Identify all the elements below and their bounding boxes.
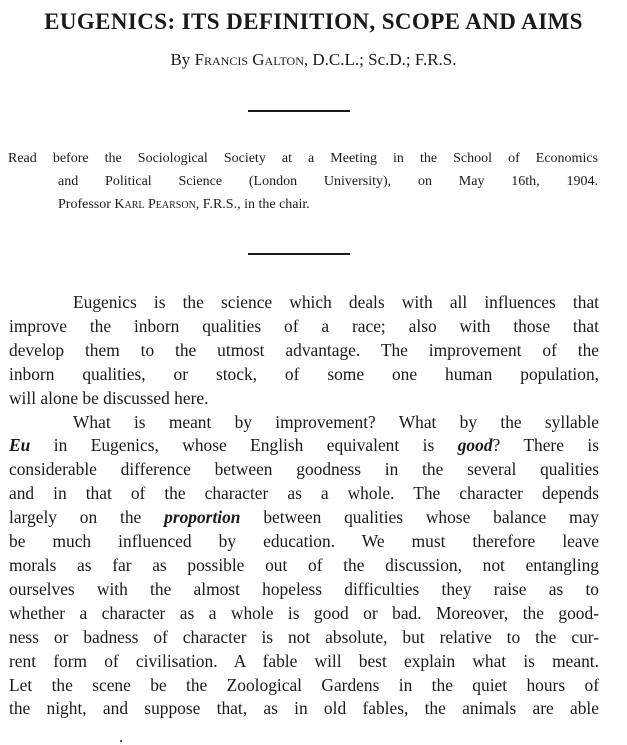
body-line: will alone be discussed here. <box>9 387 209 408</box>
body-line <box>9 434 599 458</box>
chair-name: Karl Pearson <box>114 197 196 212</box>
body-line-segment: in Eugenics, whose English equivalent is <box>30 435 458 456</box>
byline-degrees: , D.C.L.; Sc.D.; F.R.S. <box>303 50 457 69</box>
note-line-2: and Political Science (London University), on May 16th, 1904. <box>58 174 598 189</box>
section-rule-top <box>248 110 350 112</box>
body-line: inborn qualities, or stock, of some one human population, <box>9 363 599 384</box>
byline-author: Francis Galton <box>194 50 304 69</box>
article-body <box>9 291 599 721</box>
body-line: considerable difference between goodness in the several qualities <box>9 459 599 480</box>
body-line: rent form of civilisation. A fable will best explain what is meant. <box>9 650 599 671</box>
body-line: Eugenics is the science which deals with all influences that <box>73 292 599 312</box>
reading-note <box>8 147 598 216</box>
body-line: What is meant by improvement? What by the syllable <box>73 411 599 432</box>
body-line-segment: ? There is <box>492 435 599 456</box>
body-line <box>9 506 599 530</box>
emphasis-eu: Eu <box>9 435 31 456</box>
body-line: and in that of the character as a whole. The character depends <box>9 483 599 504</box>
body-line: whether a character as a whole is good or bad. Moreover, the good- <box>9 602 599 623</box>
body-line-segment: largely on the <box>9 507 165 528</box>
byline-by: By <box>170 50 191 69</box>
body-line: be much influenced by education. We must therefore leave <box>9 531 599 552</box>
body-line: ourselves with the almost hopeless difficulties they raise as to <box>9 578 599 599</box>
body-line-segment: between qualities whose balance may <box>240 507 599 528</box>
emphasis-good: good <box>457 435 493 456</box>
body-line: ness or badness of character is not absolute, but relative to the cur- <box>9 626 599 647</box>
note-line-3 <box>58 193 598 216</box>
body-line: develop them to the utmost advantage. The improvement of the <box>9 339 599 360</box>
article-title: EUGENICS: ITS DEFINITION, SCOPE AND AIMS <box>44 9 583 34</box>
body-line: improve the inborn qualities of a race; also with those that <box>9 315 599 336</box>
byline <box>0 50 627 70</box>
note-line-1: Read before the Sociological Society at a Meeting in the School of Economics <box>8 151 598 166</box>
note-line-3-suffix: , F.R.S., in the chair. <box>195 197 310 212</box>
body-line: Let the scene be the Zoological Gardens in the quiet hours of <box>9 674 599 695</box>
emphasis-proportion: proportion <box>164 507 241 528</box>
section-rule-bottom <box>248 253 350 255</box>
note-indented-block <box>8 170 598 216</box>
note-line-3-prefix: Professor <box>58 197 111 212</box>
print-mark <box>120 740 122 742</box>
body-line: the night, and suppose that, as in old fables, the animals are able <box>9 698 599 719</box>
body-line: morals as far as possible out of the discussion, not entangling <box>9 554 599 575</box>
